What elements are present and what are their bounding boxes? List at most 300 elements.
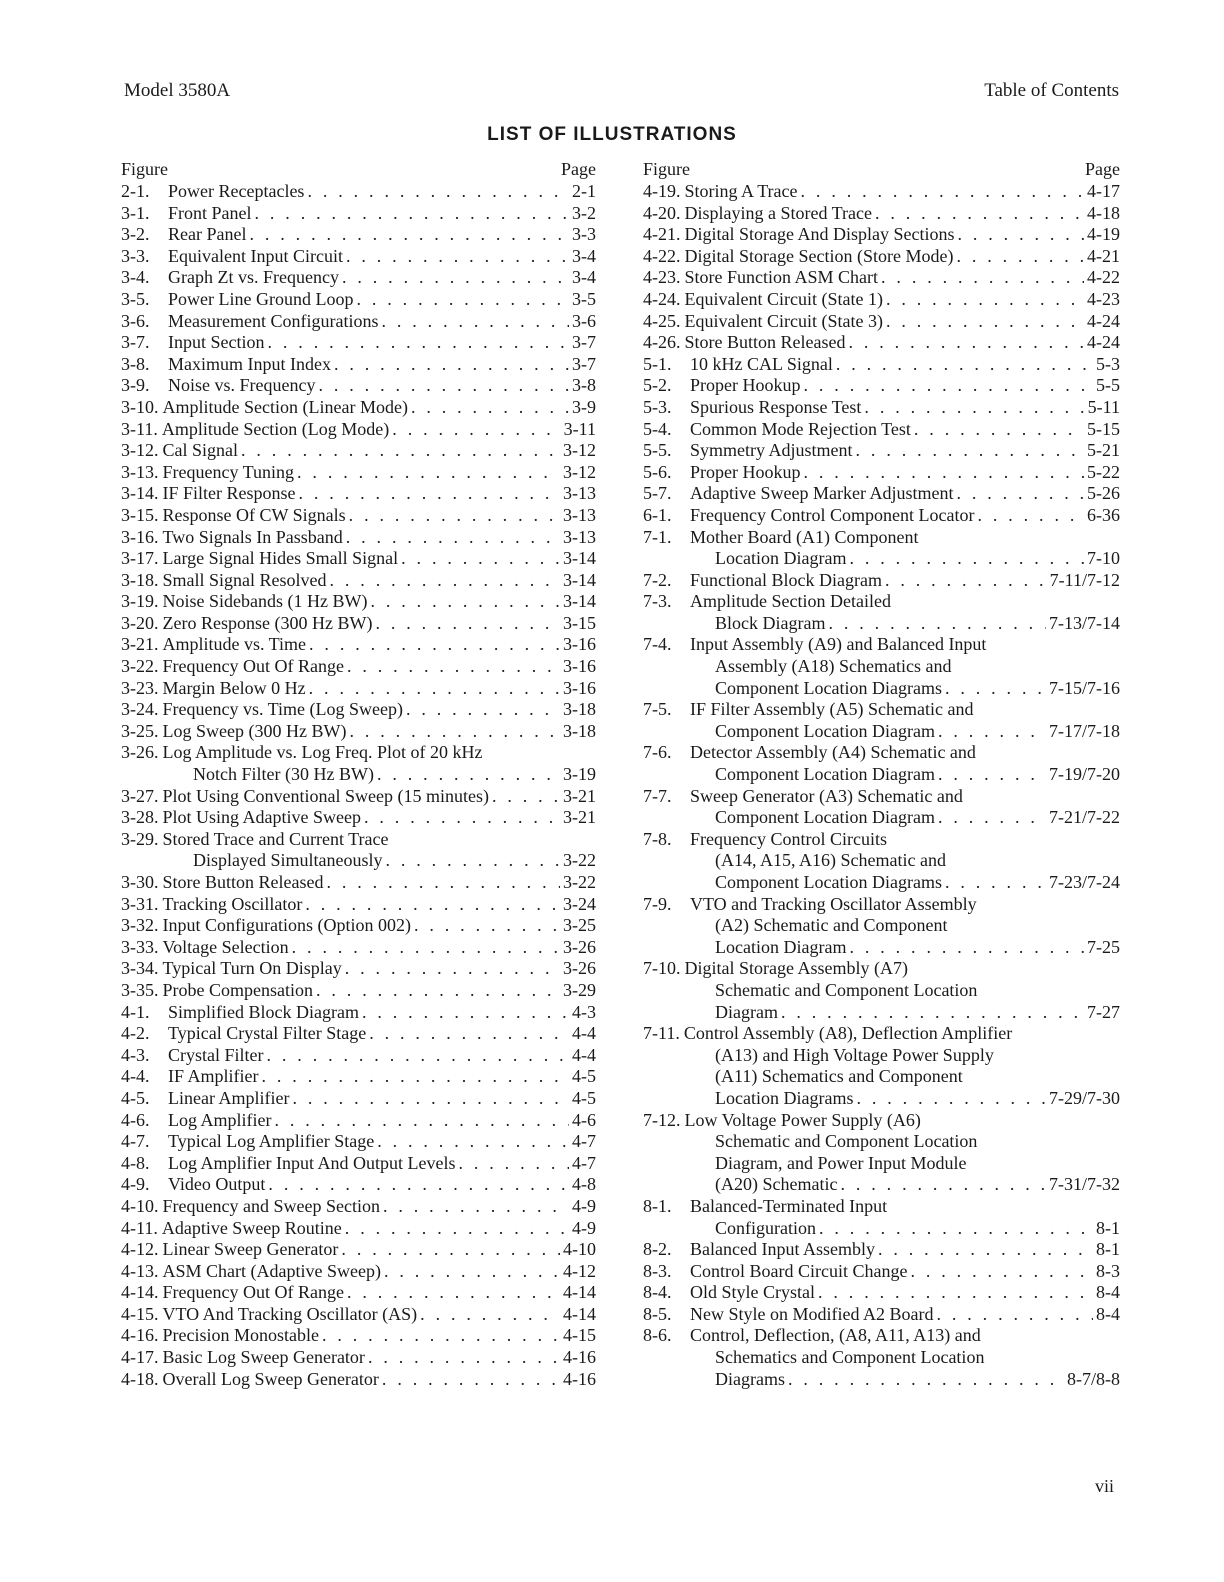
figure-title: Balanced Input Assembly (690, 1239, 875, 1260)
toc-entry[interactable] (121, 527, 596, 549)
toc-entry[interactable] (121, 311, 596, 333)
toc-line (643, 742, 1120, 764)
figure-number: 8-6. (643, 1325, 672, 1346)
page-ref: 3-4 (572, 267, 596, 288)
toc-entry[interactable] (121, 958, 596, 980)
figure-number: 3-3. (121, 245, 150, 266)
dot-leader (262, 1066, 570, 1088)
figure-title: Log Amplifier (168, 1109, 272, 1130)
figure-title: Input Assembly (A9) and Balanced Input (690, 634, 987, 655)
toc-entry[interactable] (121, 181, 596, 203)
figure-title: Displayed Simultaneously (193, 850, 383, 871)
page-ref: 3-9 (572, 396, 596, 417)
figure-number: 7-12. (643, 1109, 681, 1130)
page-ref: 4-4 (572, 1023, 596, 1044)
page-ref: 3-14 (563, 548, 596, 569)
toc-entry[interactable] (643, 591, 1120, 634)
figure-number: 7-4. (643, 634, 672, 655)
figure-title: Schematic and Component Location (715, 1131, 978, 1152)
figure-title: Amplitude Section (Linear Mode) (162, 396, 408, 417)
figure-title: Schematics and Component Location (715, 1347, 985, 1368)
toc-entry[interactable] (121, 1088, 596, 1110)
dot-leader (268, 1174, 569, 1196)
toc-entry[interactable] (643, 397, 1120, 419)
toc-line (643, 850, 1120, 872)
figure-title: Rear Panel (168, 224, 247, 245)
toc-entry[interactable] (121, 613, 596, 635)
figure-title: Component Location Diagram (715, 764, 935, 785)
toc-line (643, 375, 1120, 397)
page-ref: 8-1 (1096, 1217, 1120, 1238)
toc-entry[interactable] (121, 224, 596, 246)
dot-leader (781, 1002, 1084, 1024)
toc-line (643, 915, 1120, 937)
toc-line (643, 699, 1120, 721)
toc-entry[interactable] (121, 440, 596, 462)
toc-entry[interactable] (643, 1282, 1120, 1304)
page-ref: 4-24 (1087, 310, 1120, 331)
toc-line (643, 224, 1120, 246)
figure-title: Store Function ASM Chart (684, 267, 879, 288)
figure-title: Common Mode Rejection Test (690, 418, 911, 439)
figure-number: 4-10. (121, 1195, 159, 1216)
figure-number: 4-12. (121, 1239, 159, 1260)
dot-leader (369, 1023, 569, 1045)
toc-entry[interactable] (643, 1023, 1120, 1109)
page-ref: 4-19 (1087, 224, 1120, 245)
figure-number: 3-9. (121, 375, 150, 396)
toc-entry[interactable] (643, 483, 1120, 505)
figure-header: Figure (643, 159, 690, 179)
page-ref: 3-15 (563, 612, 596, 633)
figure-number: 4-23. (643, 267, 681, 288)
toc-entry[interactable] (121, 246, 596, 268)
toc-entry[interactable] (121, 419, 596, 441)
figure-number: 5-5. (643, 440, 672, 461)
figure-title: New Style on Modified A2 Board (690, 1303, 934, 1324)
toc-line (121, 1218, 596, 1240)
toc-entry[interactable] (121, 1325, 596, 1347)
toc-entry[interactable] (121, 203, 596, 225)
figure-title: Plot Using Adaptive Sweep (162, 807, 361, 828)
figure-number: 7-10. (643, 958, 681, 979)
toc-entry[interactable] (643, 375, 1120, 397)
toc-line (121, 894, 596, 916)
toc-entry[interactable] (121, 872, 596, 894)
toc-entry[interactable] (121, 289, 596, 311)
toc-entry[interactable] (643, 289, 1120, 311)
toc-line (643, 419, 1120, 441)
toc-entry[interactable] (121, 980, 596, 1002)
page-ref: 4-15 (563, 1325, 596, 1346)
figure-number: 6-1. (643, 504, 672, 525)
page-ref: 3-18 (563, 720, 596, 741)
figure-title: Old Style Crystal (690, 1282, 815, 1303)
dot-leader (267, 1045, 570, 1067)
figure-number: 7-2. (643, 569, 672, 590)
figure-title: Cal Signal (162, 440, 238, 461)
dot-leader (381, 311, 569, 333)
toc-line (121, 1153, 596, 1175)
toc-entry[interactable] (121, 937, 596, 959)
figure-number: 4-18. (121, 1368, 159, 1389)
toc-line (121, 570, 596, 592)
figure-number: 4-16. (121, 1325, 159, 1346)
page-ref: 3-12 (563, 440, 596, 461)
toc-entry[interactable] (121, 1002, 596, 1024)
toc-line (643, 397, 1120, 419)
page-ref: 3-13 (563, 504, 596, 525)
toc-entry[interactable] (121, 570, 596, 592)
dot-leader (385, 850, 560, 872)
toc-entry[interactable] (121, 1066, 596, 1088)
toc-entry[interactable] (121, 1196, 596, 1218)
figure-title: Schematic and Component Location (715, 979, 978, 1000)
figure-number: 8-5. (643, 1303, 672, 1324)
page-ref: 7-19/7-20 (1049, 764, 1120, 785)
toc-entry[interactable] (643, 246, 1120, 268)
toc-line (121, 1088, 596, 1110)
figure-title: Location Diagram (715, 936, 847, 957)
figure-title: Precision Monostable (162, 1325, 319, 1346)
dot-leader (886, 311, 1084, 333)
figure-number: 4-20. (643, 202, 681, 223)
figure-title: Location Diagram (715, 548, 847, 569)
page-ref: 7-17/7-18 (1049, 720, 1120, 741)
toc-entry[interactable] (121, 742, 596, 785)
figure-number: 7-11. (643, 1023, 680, 1044)
toc-entry[interactable] (121, 786, 596, 808)
page-ref: 3-3 (572, 224, 596, 245)
toc-entry[interactable] (643, 354, 1120, 376)
page-ref: 5-22 (1087, 461, 1120, 482)
dot-leader (255, 203, 570, 225)
toc-entry[interactable] (121, 332, 596, 354)
toc-entry[interactable] (121, 1239, 596, 1261)
figure-title: Component Location Diagram (715, 807, 935, 828)
page-ref: 3-11 (563, 418, 596, 439)
page-ref: 8-1 (1096, 1239, 1120, 1260)
toc-line (121, 1282, 596, 1304)
dot-leader (938, 721, 1046, 743)
toc-line (121, 937, 596, 959)
dot-leader (349, 721, 560, 743)
toc-entry[interactable] (643, 699, 1120, 742)
toc-entry[interactable] (643, 440, 1120, 462)
toc-entry[interactable] (643, 1196, 1120, 1239)
toc-entry[interactable] (121, 397, 596, 419)
toc-line (643, 570, 1120, 592)
toc-entry[interactable] (121, 699, 596, 721)
page-ref: 4-7 (572, 1131, 596, 1152)
figure-number: 4-21. (643, 224, 681, 245)
dot-leader (856, 440, 1084, 462)
page-ref: 8-3 (1096, 1260, 1120, 1281)
page-number: vii (1094, 1476, 1114, 1496)
toc-line (121, 267, 596, 289)
toc-entry[interactable] (121, 1261, 596, 1283)
figure-title: Noise Sidebands (1 Hz BW) (162, 591, 368, 612)
toc-entry[interactable] (121, 375, 596, 397)
toc-entry[interactable] (643, 1239, 1120, 1261)
header-model: Model 3580A (124, 80, 231, 101)
toc-entry[interactable] (121, 462, 596, 484)
figure-title: Basic Log Sweep Generator (162, 1347, 365, 1368)
figure-title: Noise vs. Frequency (168, 375, 316, 396)
figure-title: IF Amplifier (168, 1066, 259, 1087)
toc-entry[interactable] (121, 1023, 596, 1045)
figure-title: Adaptive Sweep Routine (161, 1217, 342, 1238)
toc-line (121, 1347, 596, 1369)
page-ref: 4-8 (572, 1174, 596, 1195)
toc-entry[interactable] (121, 1131, 596, 1153)
figure-title: Voltage Selection (162, 936, 289, 957)
page-ref: 8-4 (1096, 1282, 1120, 1303)
figure-number: 4-2. (121, 1023, 150, 1044)
figure-title: Overall Log Sweep Generator (162, 1368, 379, 1389)
left-entry-list (121, 181, 596, 1390)
toc-entry[interactable] (121, 894, 596, 916)
dot-leader (936, 1304, 1093, 1326)
toc-line (643, 1088, 1120, 1110)
page-ref: 5-21 (1087, 440, 1120, 461)
toc-line (121, 289, 596, 311)
figure-title: Equivalent Input Circuit (168, 245, 343, 266)
toc-entry[interactable] (643, 332, 1120, 354)
figure-number: 3-32. (121, 915, 159, 936)
toc-entry[interactable] (643, 1325, 1120, 1390)
figure-number: 3-6. (121, 310, 150, 331)
toc-entry[interactable] (121, 1045, 596, 1067)
dot-leader (309, 678, 560, 700)
page-ref: 3-19 (563, 764, 596, 785)
toc-line (121, 224, 596, 246)
toc-entry[interactable] (121, 505, 596, 527)
toc-entry[interactable] (643, 224, 1120, 246)
figure-number: 5-7. (643, 483, 672, 504)
figure-title: Plot Using Conventional Sweep (15 minutes) (162, 785, 489, 806)
dot-leader (914, 419, 1084, 441)
figure-title: Location Diagrams (715, 1087, 854, 1108)
toc-entry[interactable] (121, 634, 596, 656)
figure-title: Frequency and Sweep Section (162, 1195, 380, 1216)
page-ref: 7-25 (1087, 936, 1120, 957)
toc-entry[interactable] (643, 894, 1120, 959)
toc-line (643, 1174, 1120, 1196)
figure-title: (A11) Schematics and Component (715, 1066, 963, 1087)
figure-title: Front Panel (168, 202, 252, 223)
page-ref: 3-13 (563, 483, 596, 504)
toc-line (643, 1002, 1120, 1024)
toc-entry[interactable] (121, 1304, 596, 1326)
figure-number: 3-28. (121, 807, 159, 828)
toc-entry[interactable] (121, 807, 596, 829)
figure-title: Input Configurations (Option 002) (162, 915, 411, 936)
figure-number: 3-5. (121, 288, 150, 309)
dot-leader (885, 570, 1047, 592)
figure-number: 7-9. (643, 893, 672, 914)
dot-leader (411, 397, 569, 419)
toc-entry[interactable] (121, 1110, 596, 1132)
toc-entry[interactable] (643, 958, 1120, 1023)
figure-title: Crystal Filter (168, 1044, 264, 1065)
dot-leader (364, 807, 560, 829)
figure-number: 3-18. (121, 569, 159, 590)
figure-title: Measurement Configurations (168, 310, 379, 331)
figure-number: 3-33. (121, 936, 159, 957)
figure-number: 8-2. (643, 1239, 672, 1260)
figure-number: 4-1. (121, 1001, 150, 1022)
figure-title: IF Filter Assembly (A5) Schematic and (690, 699, 974, 720)
figure-title: Control Assembly (A8), Deflection Amplifier (683, 1023, 1013, 1044)
figure-title: Control Board Circuit Change (690, 1260, 908, 1281)
dot-leader (818, 1282, 1093, 1304)
dot-leader (938, 807, 1046, 829)
toc-line (643, 527, 1120, 549)
toc-entry[interactable] (643, 181, 1120, 203)
page-ref: 4-9 (572, 1195, 596, 1216)
toc-line (121, 1131, 596, 1153)
dot-leader (878, 1239, 1093, 1261)
toc-entry[interactable] (121, 354, 596, 376)
page-ref: 3-16 (563, 634, 596, 655)
toc-entry[interactable] (121, 721, 596, 743)
figure-number: 3-21. (121, 634, 159, 655)
page-ref: 4-6 (572, 1109, 596, 1130)
toc-line (121, 419, 596, 441)
toc-entry[interactable] (121, 829, 596, 872)
toc-entry[interactable] (121, 1347, 596, 1369)
dot-leader (945, 872, 1046, 894)
page-ref: 5-11 (1087, 396, 1120, 417)
toc-entry[interactable] (643, 742, 1120, 785)
dot-leader (788, 1369, 1064, 1391)
toc-line (643, 1282, 1120, 1304)
figure-title: Notch Filter (30 Hz BW) (193, 764, 374, 785)
figure-title: Stored Trace and Current Trace (162, 828, 389, 849)
dot-leader (910, 1261, 1093, 1283)
page-header: Page (561, 159, 596, 179)
page-ref: 2-1 (572, 181, 596, 201)
figure-number: 4-19. (643, 181, 681, 201)
dot-leader (249, 224, 569, 246)
toc-entry[interactable] (121, 678, 596, 700)
toc-line (121, 1110, 596, 1132)
toc-entry[interactable] (643, 527, 1120, 570)
figure-number: 3-11. (121, 418, 158, 439)
dot-leader (318, 375, 569, 397)
toc-line (643, 1369, 1120, 1391)
toc-entry[interactable] (643, 203, 1120, 225)
toc-line (121, 699, 596, 721)
page-ref: 4-14 (563, 1282, 596, 1303)
figure-title: Frequency Out Of Range (162, 1282, 344, 1303)
toc-line (643, 332, 1120, 354)
page-ref: 4-17 (1087, 181, 1120, 201)
figure-title: Proper Hookup (690, 461, 801, 482)
figure-number: 3-22. (121, 656, 159, 677)
toc-entry[interactable] (643, 829, 1120, 894)
figure-title: Proper Hookup (690, 375, 801, 396)
toc-entry[interactable] (643, 505, 1120, 527)
dot-leader (326, 872, 560, 894)
figure-title: (A13) and High Voltage Power Supply (715, 1044, 994, 1065)
toc-entry[interactable] (121, 656, 596, 678)
toc-line (121, 527, 596, 549)
toc-entry[interactable] (643, 786, 1120, 829)
toc-entry[interactable] (643, 570, 1120, 592)
toc-line (643, 203, 1120, 225)
toc-line (121, 332, 596, 354)
toc-entry[interactable] (121, 483, 596, 505)
figure-number: 4-17. (121, 1347, 159, 1368)
figure-title: ASM Chart (Adaptive Sweep) (162, 1260, 381, 1281)
page-ref: 8-4 (1096, 1303, 1120, 1324)
toc-entry[interactable] (643, 1261, 1120, 1283)
toc-entry[interactable] (643, 462, 1120, 484)
toc-entry[interactable] (121, 1369, 596, 1391)
toc-entry[interactable] (121, 1153, 596, 1175)
toc-entry[interactable] (121, 915, 596, 937)
toc-line (121, 1304, 596, 1326)
toc-line (121, 721, 596, 743)
left-column (121, 157, 596, 1390)
toc-entry[interactable] (643, 311, 1120, 333)
toc-entry[interactable] (121, 1282, 596, 1304)
figure-title: Two Signals In Passband (162, 526, 343, 547)
figure-number: 3-13. (121, 461, 159, 482)
dot-leader (316, 980, 560, 1002)
toc-line (643, 1261, 1120, 1283)
toc-line (643, 1023, 1120, 1045)
toc-line (643, 1196, 1120, 1218)
toc-line (643, 1304, 1120, 1326)
toc-line (643, 311, 1120, 333)
toc-line (121, 548, 596, 570)
figure-title: Sweep Generator (A3) Schematic and (690, 785, 963, 806)
toc-entry[interactable] (121, 1174, 596, 1196)
figure-number: 8-4. (643, 1282, 672, 1303)
figure-title: Frequency vs. Time (Log Sweep) (162, 699, 403, 720)
dot-leader (864, 397, 1084, 419)
toc-entry[interactable] (643, 1304, 1120, 1326)
figure-number: 4-15. (121, 1303, 159, 1324)
toc-entry[interactable] (643, 1110, 1120, 1196)
figure-title: Frequency Control Component Locator (690, 504, 975, 525)
toc-entry[interactable] (643, 634, 1120, 699)
figure-title: Simplified Block Diagram (168, 1001, 359, 1022)
figure-number: 3-15. (121, 504, 159, 525)
toc-entry[interactable] (643, 419, 1120, 441)
dot-leader (458, 1153, 569, 1175)
dot-leader (342, 267, 569, 289)
toc-line (121, 1002, 596, 1024)
dot-leader (383, 1196, 569, 1218)
toc-entry[interactable] (643, 267, 1120, 289)
toc-line (121, 1325, 596, 1347)
dot-leader (299, 483, 561, 505)
figure-number: 4-8. (121, 1152, 150, 1173)
toc-entry[interactable] (121, 1218, 596, 1240)
toc-entry[interactable] (121, 267, 596, 289)
figure-title: Amplitude Section Detailed (690, 591, 891, 612)
toc-entry[interactable] (121, 591, 596, 613)
toc-line (121, 872, 596, 894)
figure-number: 4-13. (121, 1260, 159, 1281)
toc-entry[interactable] (121, 548, 596, 570)
dot-leader (375, 613, 560, 635)
toc-line (121, 1045, 596, 1067)
